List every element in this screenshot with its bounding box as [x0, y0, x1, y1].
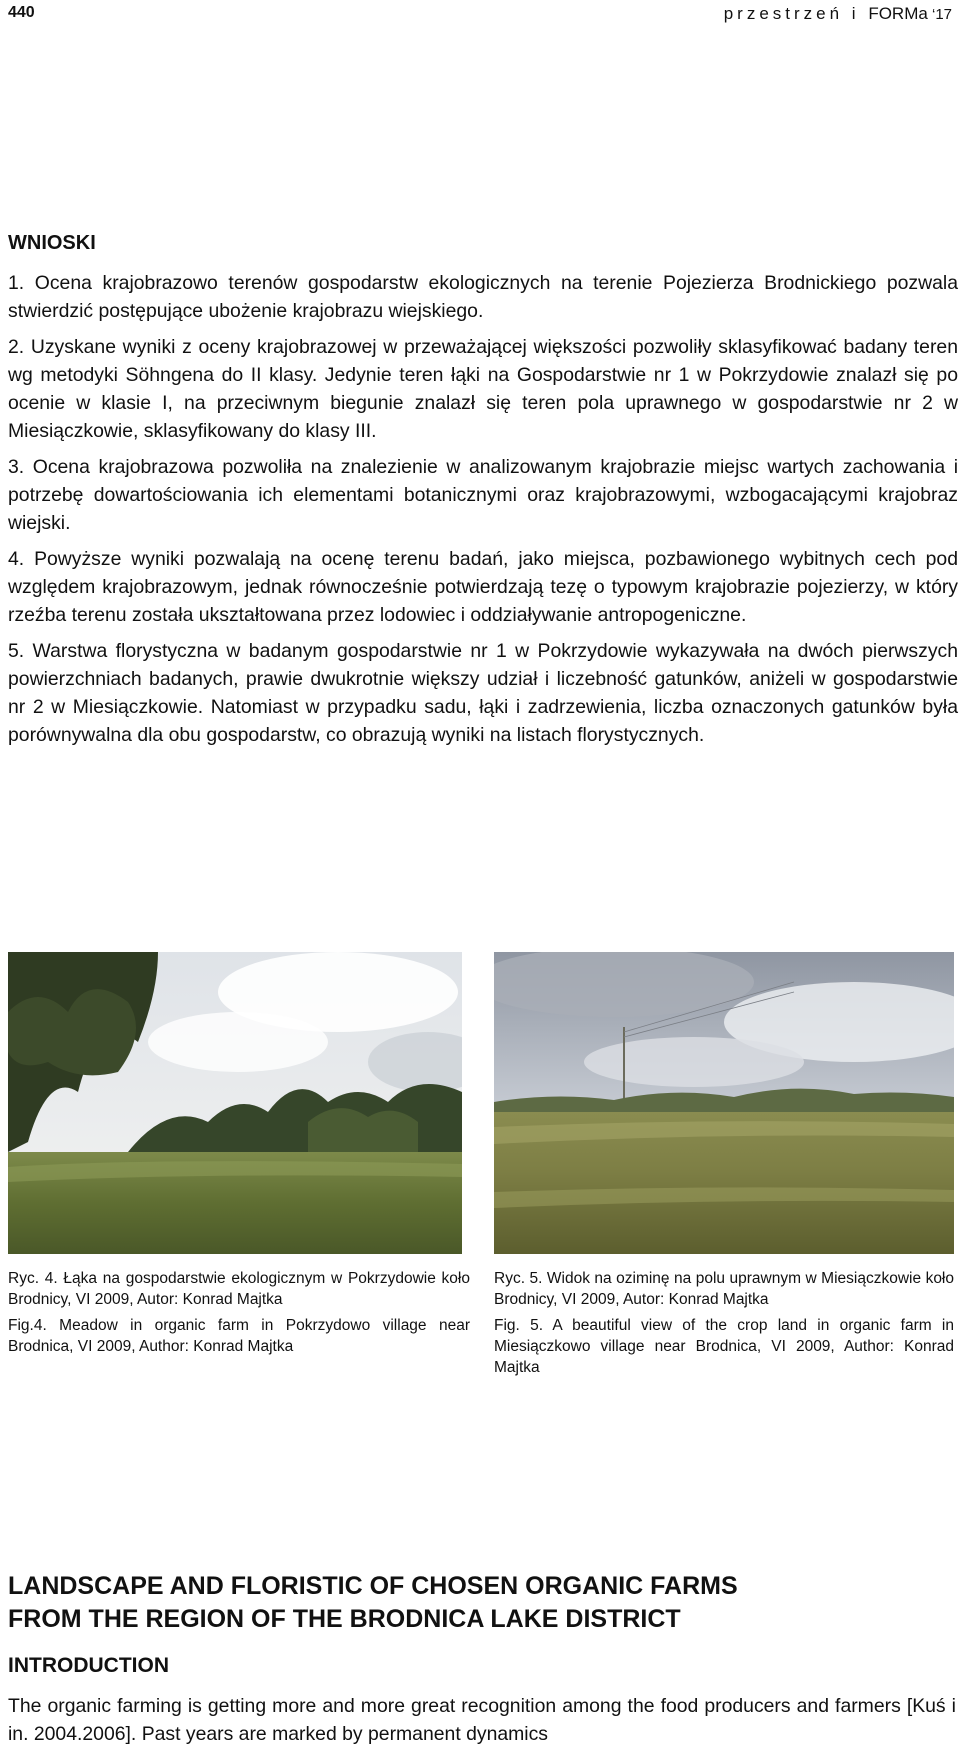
figure-5-caption-pl: Ryc. 5. Widok na oziminę na polu uprawnym w Miesiączkowie koło Brodnicy, VI 2009, Autor: Konrad Majtka	[494, 1270, 954, 1308]
conclusions-heading: WNIOSKI	[8, 232, 96, 254]
conclusion-item-2: 2. Uzyskane wyniki z oceny krajobrazowej w przeważającej większości pozwoliły sklasyfikować badany teren wg metodyki Söhngena do II klasy. Jedynie teren łąki na Gospodarstwie nr 1 w Pokrzydowie znalazł się po ocenie w klasie I, na przeciwnym biegunie znalazł się teren pola uprawnego w gospodarstwie nr 2 w Miesiączkowie, sklasyfikowany do klasy III.	[8, 336, 958, 442]
figure-5-caption	[494, 1268, 954, 1383]
journal-issue: ‘17	[927, 6, 952, 23]
figure-4-caption-en: Fig.4. Meadow in organic farm in Pokrzydowo village near Brodnica, VI 2009, Author: Konrad Majtka	[8, 1317, 470, 1355]
crop-field-photo	[494, 952, 954, 1254]
page-header	[8, 4, 952, 26]
introduction-heading: INTRODUCTION	[8, 1654, 169, 1677]
journal-title-spaced: przestrzeń i	[723, 4, 860, 23]
journal-title	[724, 4, 952, 24]
conclusion-item-5: 5. Warstwa florystyczna w badanym gospodarstwie nr 1 w Pokrzydowie wykazywała na dwóch pierwszych powierzchniach badanych, prawie dwukrotnie większy udział i liczebność gatunków, aniżeli w gospodarstwie nr 2 w Miesiączkowie. Natomiast w przypadku sadu, łąki i zadrzewienia, liczba oznaczonych gatunków była porównywalna dla obu gospodarstw, co obrazują wyniki na listach florystycznych.	[8, 640, 958, 746]
introduction-text: The organic farming is getting more and more great recognition among the food producers and farmers [Kuś i in. 2004.2006]. Past years are marked by permanent dynamics	[8, 1695, 956, 1745]
conclusion-item-1: 1. Ocena krajobrazowo terenów gospodarstw ekologicznych na terenie Pojezierza Brodnickiego pozwala stwierdzić postępujące ubożenie krajobrazu wiejskiego.	[8, 272, 958, 322]
figure-4-caption	[8, 1268, 470, 1362]
conclusion-item-3: 3. Ocena krajobrazowa pozwoliła na znalezienie w analizowanym krajobrazie miejsc wartych zachowania i potrzebę dowartościowania ich elementami botanicznymi oraz krajobrazowymi, wzbogacającymi krajobraz wiejski.	[8, 456, 958, 534]
english-title	[8, 1570, 956, 1636]
english-title-line-2: FROM THE REGION OF THE BRODNICA LAKE DISTRICT	[8, 1605, 681, 1633]
conclusion-item-4: 4. Powyższe wyniki pozwalają na ocenę terenu badań, jako miejsca, pozbawionego wybitnych cech pod względem krajobrazowym, jednak równocześnie potwierdzają tezę o typowym krajobrazie pojezierzy, w który rzeźba terenu została ukształtowana przez lodowiec i oddziaływanie antropogeniczne.	[8, 548, 958, 626]
journal-title-forma: FORMa	[868, 4, 928, 23]
english-title-line-1: LANDSCAPE AND FLORISTIC OF CHOSEN ORGANIC FARMS	[8, 1572, 738, 1600]
figure-4-caption-pl: Ryc. 4. Łąka na gospodarstwie ekologicznym w Pokrzydowie koło Brodnicy, VI 2009, Autor: Konrad Majtka	[8, 1270, 470, 1308]
conclusions-section	[8, 232, 958, 757]
english-section	[8, 1570, 956, 1748]
figure-5-caption-en: Fig. 5. A beautiful view of the crop land in organic farm in Miesiączkowo village near Brodnica, VI 2009, Author: Konrad Majtka	[494, 1317, 954, 1376]
meadow-photo	[8, 952, 462, 1254]
figures-row	[8, 952, 956, 1402]
page-number: 440	[8, 4, 35, 21]
